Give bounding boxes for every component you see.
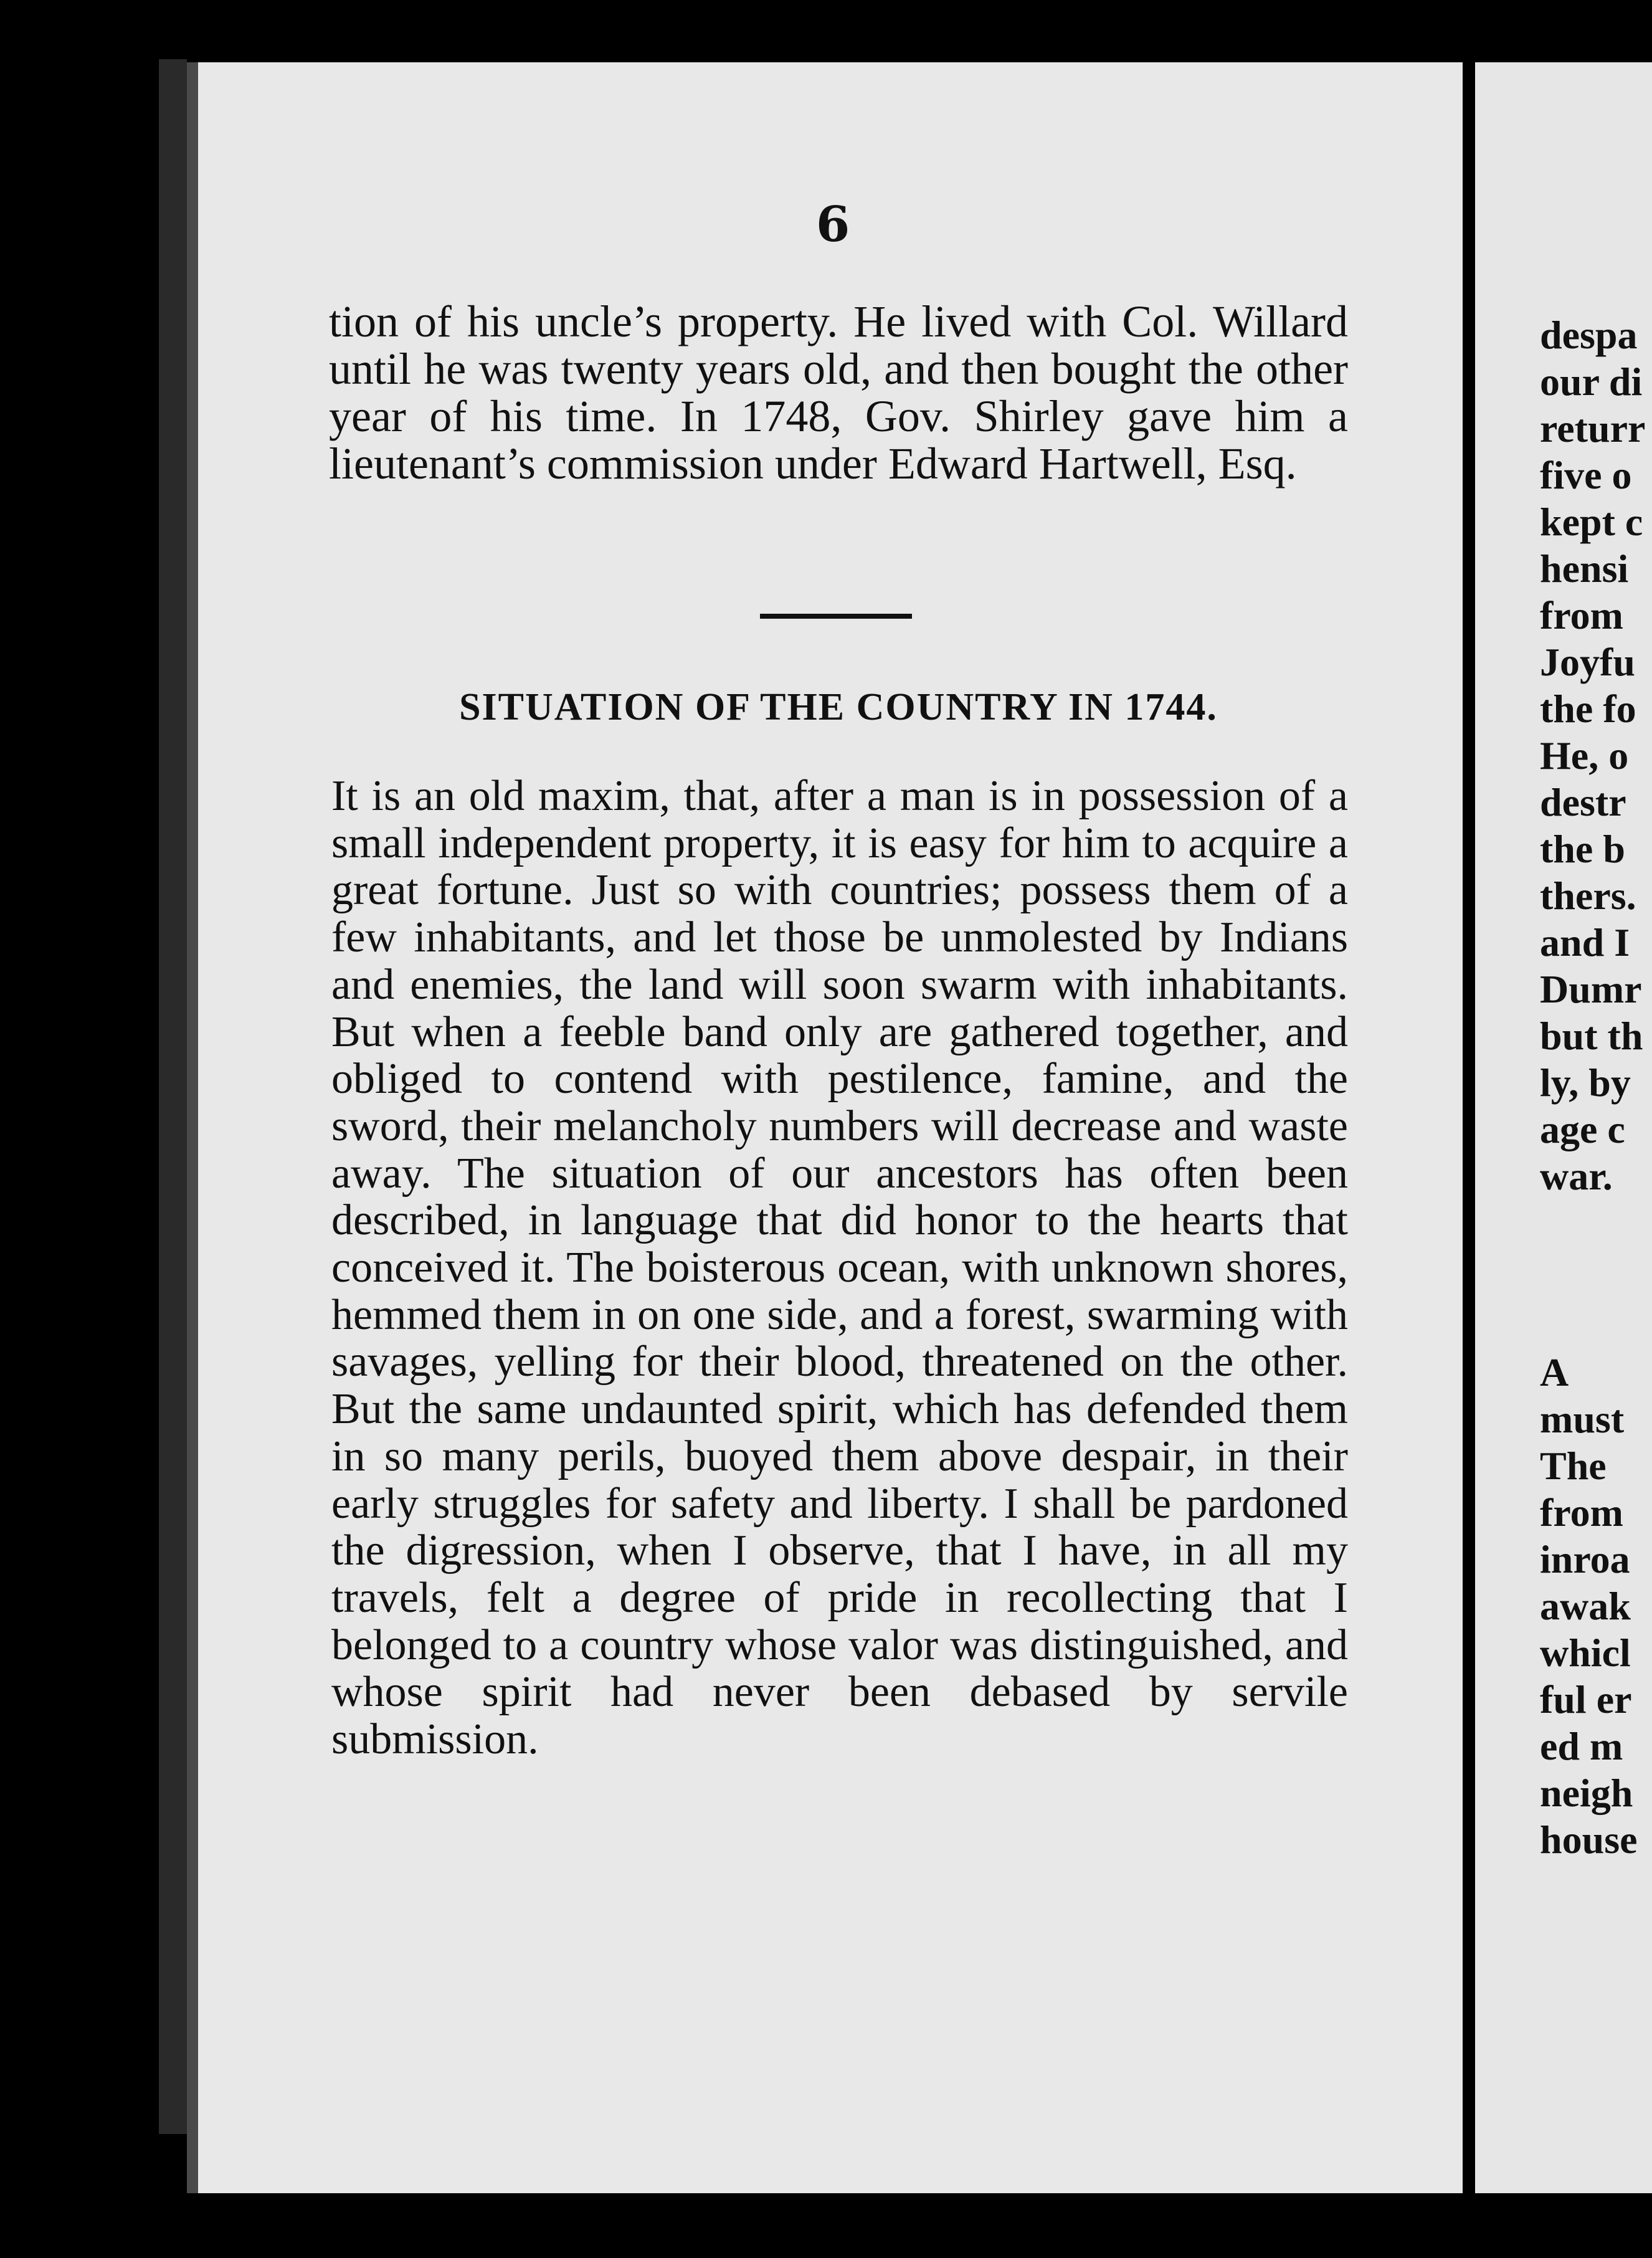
facing-page-top-lines xyxy=(1540,312,1645,1199)
facing-page-line: ful er xyxy=(1540,1677,1632,1722)
facing-page-line: five o xyxy=(1540,453,1632,497)
facing-page-line: ly, by xyxy=(1540,1060,1631,1105)
facing-page-line: must xyxy=(1540,1397,1625,1441)
section-divider xyxy=(760,614,912,619)
facing-page-line: hensi xyxy=(1540,546,1629,591)
facing-page-line: He, o xyxy=(1540,733,1629,778)
facing-page-line: but th xyxy=(1540,1014,1643,1058)
facing-page-line: A xyxy=(1540,1350,1569,1394)
facing-page-line: the b xyxy=(1540,827,1625,871)
facing-page-line: house xyxy=(1540,1817,1638,1862)
facing-page-line: thers. xyxy=(1540,874,1636,918)
facing-page-line: war. xyxy=(1540,1154,1613,1198)
facing-page-line: neigh xyxy=(1540,1771,1633,1815)
facing-page-bottom-lines xyxy=(1540,1349,1645,1863)
facing-page-line: The xyxy=(1540,1444,1607,1488)
intro-paragraph: tion of his uncle’s property. He lived with Col. Willard until he was twenty years old, and then bought the other year of his time. In 1748, Gov. Shirley gave him a lieutenant’s commission under Edward Hartwell, Esq. xyxy=(329,297,1348,488)
facing-page-line: destr xyxy=(1540,780,1626,824)
facing-page-line: our di xyxy=(1540,360,1643,404)
facing-page-line: returr xyxy=(1540,406,1646,450)
facing-page-line: awak xyxy=(1540,1584,1631,1628)
facing-page-line: whicl xyxy=(1540,1631,1631,1675)
facing-page-line: inroa xyxy=(1540,1537,1630,1581)
facing-page-text xyxy=(1540,312,1645,1863)
binding-shadow xyxy=(159,59,187,2134)
facing-page-line: Dumr xyxy=(1540,967,1642,1011)
facing-page-line: kept c xyxy=(1540,500,1643,544)
body-paragraph: It is an old maxim, that, after a man is in possession of a small independent property, it is easy for him to acquire a great fortune. Just so with countries; possess them of a few inhabitants, and let those be unmolested by Indians and enemies, the land will soon swarm with inhabitants. But when a feeble band only are gathered together, and obliged to contend with pestilence, famine, and the sword, their melancholy numbers will decrease and waste away. The situation of our ancestors has often been described, in language that did honor to the hearts that conceived it. The boisterous ocean, with unknown shores, hemmed them in on one side, and a forest, swarming with savages, yelling for their blood, threatened on the other. But the same undaunted spirit, which has defended them in so many perils, buoyed them above despair, in their early struggles for safety and liberty. I shall be pardoned the digression, when I observe, that I have, in all my travels, felt a degree of pride in recollecting that I belonged to a country whose valor was distinguished, and whose spirit had never been debased by servile submission. xyxy=(331,772,1348,1764)
facing-page-line: Joyfu xyxy=(1540,640,1635,684)
facing-page-line: ed m xyxy=(1540,1724,1623,1768)
facing-page-line: despa xyxy=(1540,313,1638,357)
facing-page-line: and I xyxy=(1540,920,1630,965)
section-heading: SITUATION OF THE COUNTRY IN 1744. xyxy=(459,686,1218,728)
page-number: 6 xyxy=(816,196,850,253)
facing-page-line: from xyxy=(1540,1490,1623,1535)
facing-page-line: the fo xyxy=(1540,687,1636,731)
facing-page-line: age c xyxy=(1540,1107,1625,1151)
facing-page-line: from xyxy=(1540,593,1623,637)
